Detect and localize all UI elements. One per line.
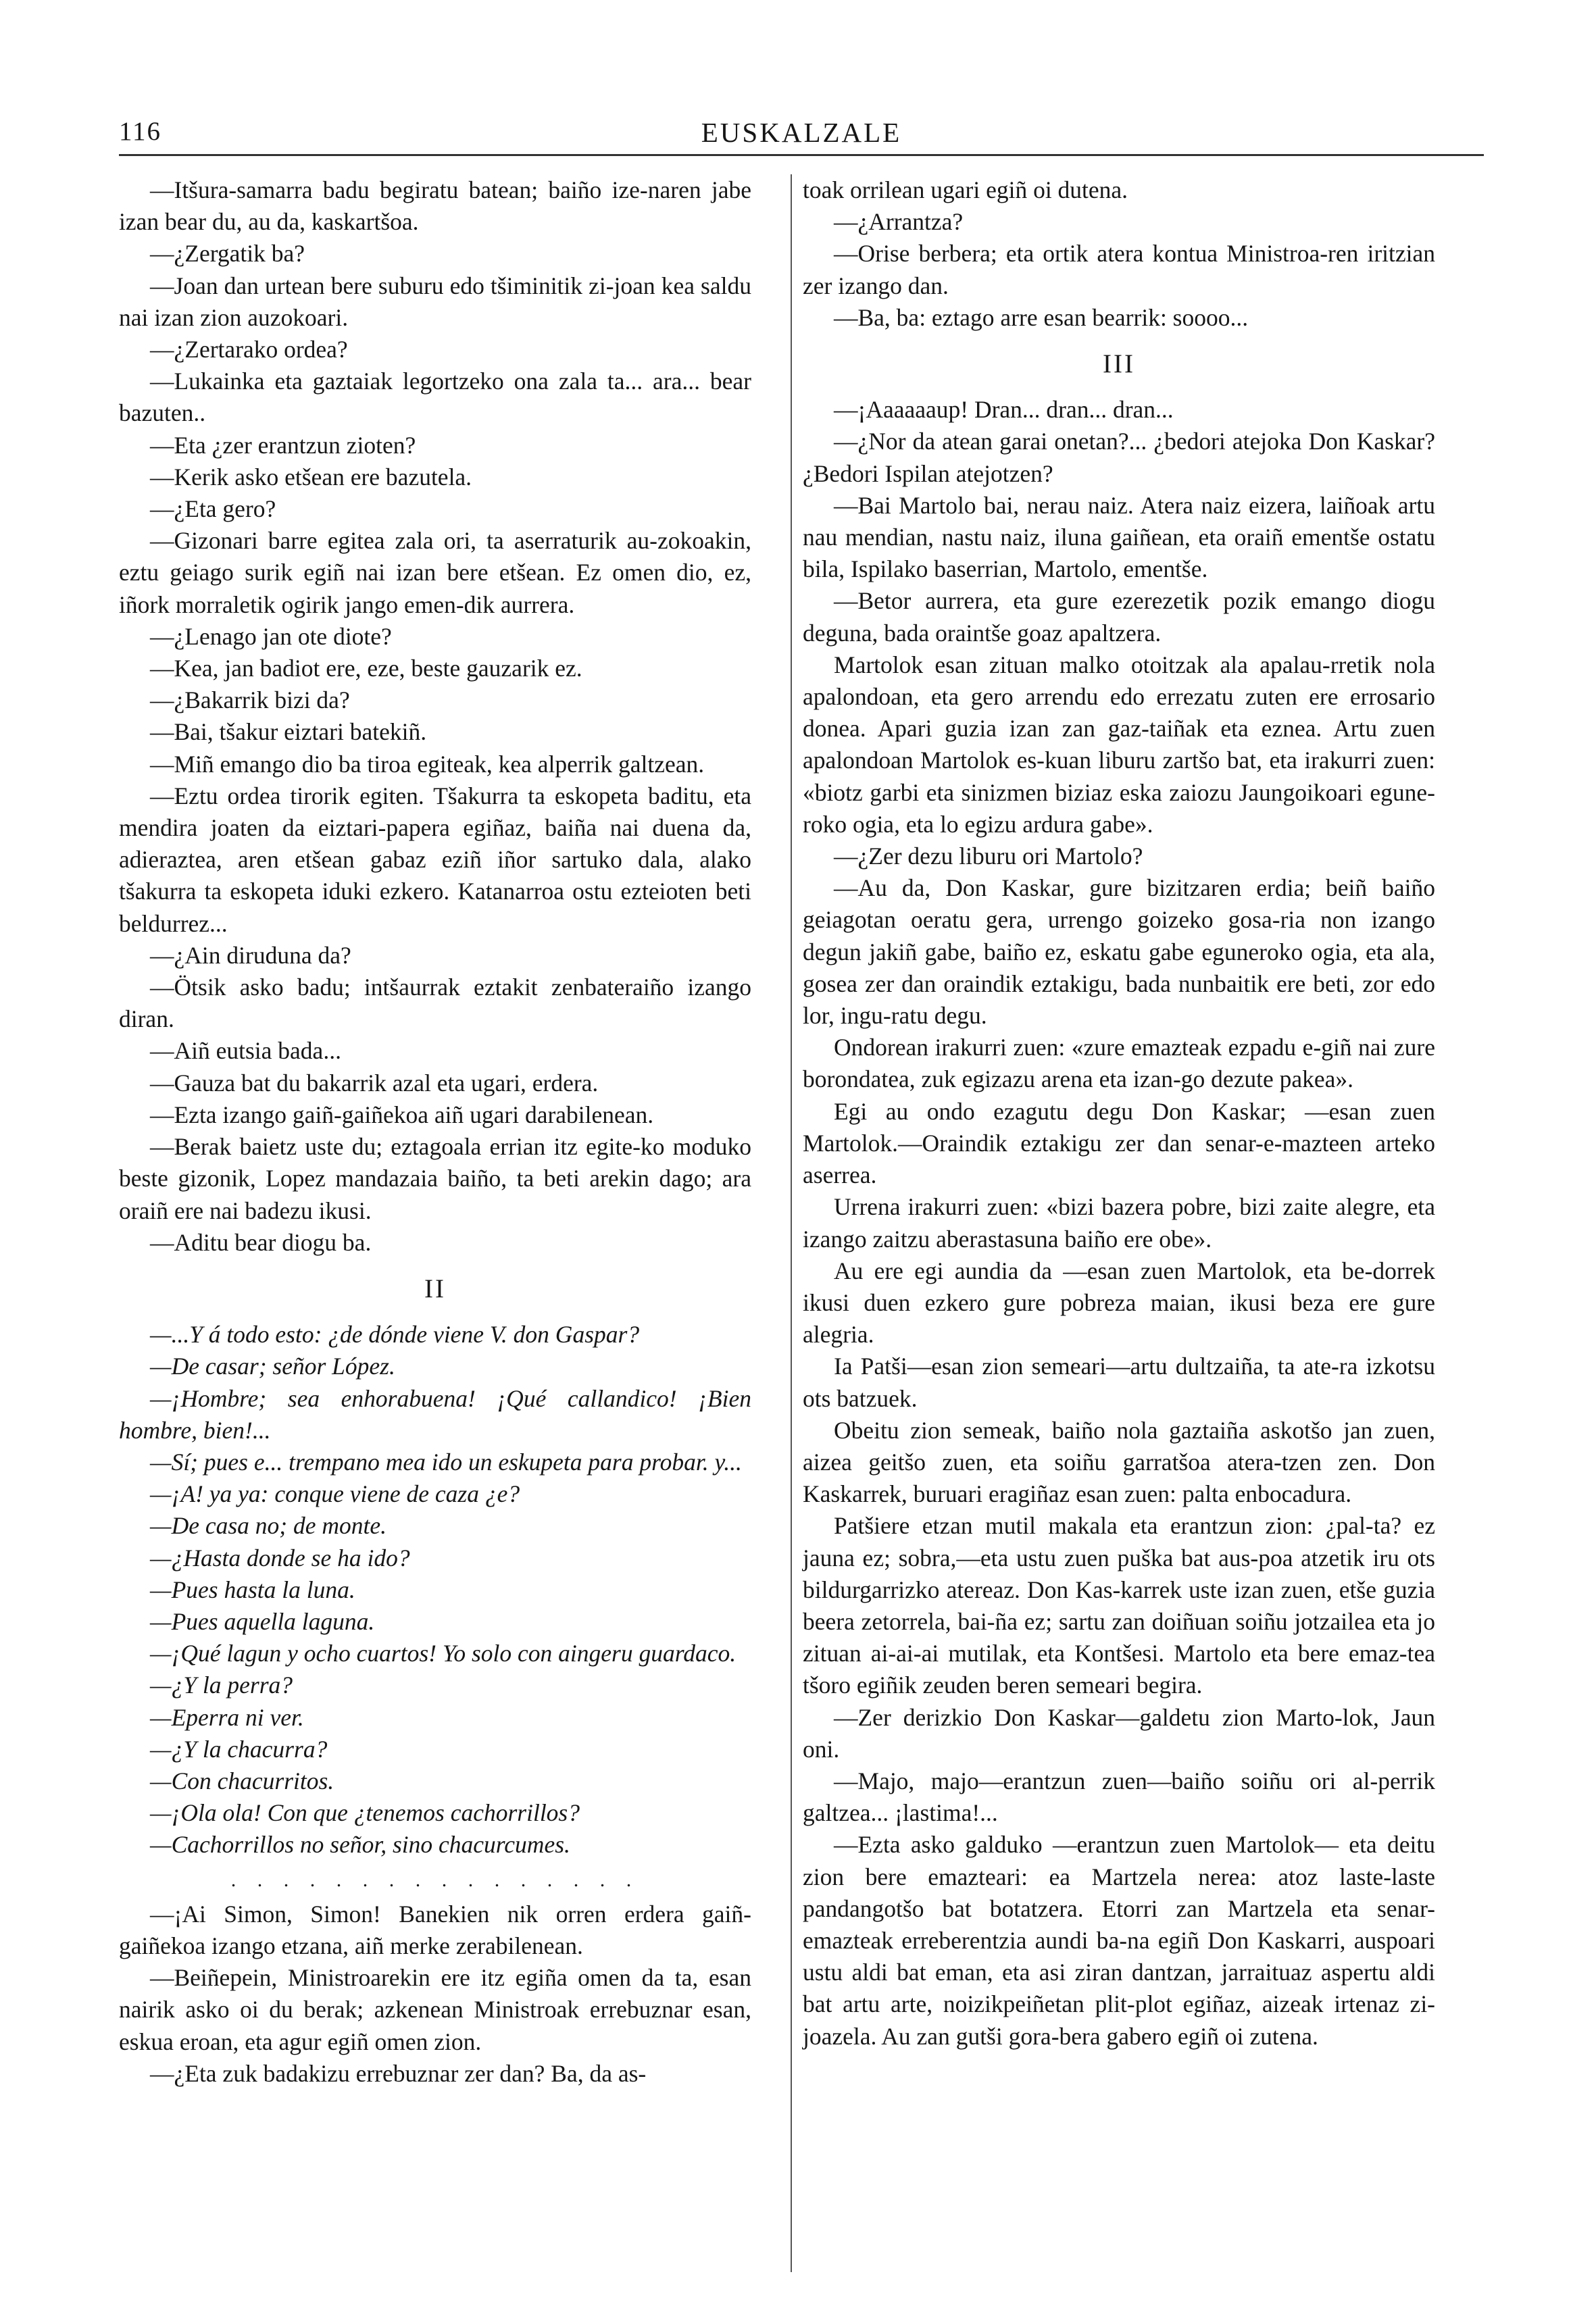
dialogue-paragraph: —Kerik asko etšean ere bazutela.	[150, 463, 472, 491]
spanish-dialogue-line: —¡Hombre; sea enhorabuena! ¡Qué callandico! ¡Bien hombre, bien!...	[119, 1384, 751, 1444]
narrative-paragraph: —Betor aurrera, eta gure ezerezetik pozik emango diogu deguna, bada oraintše goaz apaltzera.	[803, 587, 1435, 647]
narrative-paragraph: Au ere egi aundia da —esan zuen Martolok, eta be-dorrek ikusi duen ezkero gure pobreza maian, ikusi beza ere gure alegria.	[803, 1257, 1435, 1349]
dialogue-paragraph: —Eztu ordea tirorik egiten. Tšakurra ta eskopeta baditu, eta mendira joaten da eiztari-papera egiñaz, baiña nai duena da, adieraztea, aren etšean gabaz eziñ iñor sartuko dala, alako tšakurra ta eskopeta iduki ezkero. Katanarroa ostu ezteioten beti beldurrez...	[119, 782, 751, 937]
dialogue-paragraph: —Gizonari barre egitea zala ori, ta aserraturik au-zokoakin, eztu geiago surik egiñ nai izan bere etšean. Ez omen dio, ez, iñork morraletik ogirik jango emen-dik aurrera.	[119, 527, 751, 618]
spanish-dialogue-line: —¡Qué lagun y ocho cuartos! Yo solo con aingeru guardaco.	[150, 1640, 737, 1667]
narrative-paragraph: —Bai Martolo bai, nerau naiz. Atera naiz eizera, laiñoak artu nau mendian, nastu naiz, iluna gaiñean, eta oraiñ ementše ostatu bila, Ispilako baserrian, Martolo, ementše.	[803, 491, 1435, 583]
narrative-paragraph: —¿Nor da atean garai onetan?... ¿bedori atejoka Don Kaskar? ¿Bedori Ispilan atejotzen?	[803, 428, 1435, 487]
dialogue-paragraph: —Ezta izango gaiñ-gaiñekoa aiñ ugari darabilenean.	[150, 1101, 654, 1128]
spanish-dialogue-line: —De casa no; de monte.	[150, 1512, 386, 1540]
narrative-paragraph: Patšiere etzan mutil makala eta erantzun zion: ¿pal-ta? ez jauna ez; sobra,—eta ustu zuen puška bat aus-poa atzetik iru ots bildurgarrizko atereaz. Don Kas-karrek uste izan zuen, etše guzia beera zetorrela, bai-ña ez; sartu zan doiñuan soiñu jotzailea eta jo zituan ai-ai-ai mutilak, eta Kontšesi. Martolo eta bere emaz-tea tšoro egiñik zeuden beren semeari begira.	[803, 1512, 1435, 1699]
spanish-dialogue-line: —Con chacurritos.	[150, 1767, 334, 1794]
dialogue-paragraph: —Kea, jan badiot ere, eze, beste gauzarik ez.	[150, 655, 582, 682]
spanish-dialogue-line: —¡A! ya ya: conque viene de caza ¿e?	[150, 1480, 520, 1508]
spanish-dialogue-line: —¿Hasta donde se ha ido?	[150, 1544, 410, 1571]
narrative-paragraph: —Majo, majo—erantzun zuen—baiño soiñu ori al-perrik galtzea... ¡lastima!...	[803, 1767, 1435, 1827]
spanish-dialogue-line: —¡Ola ola! Con que ¿tenemos cachorrillos?	[150, 1799, 580, 1827]
narrative-paragraph: —¡Aaaaaaup! Dran... dran... dran...	[834, 396, 1174, 424]
dialogue-paragraph: —¡Ai Simon, Simon! Banekien nik orren erdera gaiñ-gaiñekoa izango etzana, aiñ merke zerabilenean.	[119, 1900, 751, 1959]
narrative-paragraph: Urrena irakurri zuen: «bizi bazera pobre, bizi zaite alegre, eta izango zaitzu aberastasuna baiño ere obe».	[803, 1193, 1435, 1253]
running-head	[119, 116, 1484, 154]
dialogue-paragraph: —Miñ emango dio ba tiroa egiteak, kea alperrik galtzean.	[150, 750, 705, 778]
spanish-dialogue-line: —¿Y la perra?	[150, 1671, 293, 1699]
narrative-paragraph: —Au da, Don Kaskar, gure bizitzaren erdia; beiñ baiño geiagotan oeratu gera, urrengo goizeko gosa-ria non izango degun jakiñ gabe, baiño ez, eskatu gabe eguneroko ogia, eta ala, gosea zer dan oraindik eztakigu, bada nunbaitik ere beti, zor edo lor, ingu-ratu degu.	[803, 874, 1435, 1030]
spanish-dialogue-line: —De casar; señor López.	[150, 1353, 395, 1380]
dialogue-paragraph: —Ba, ba: eztago arre esan bearrik: soooo...	[834, 303, 1249, 331]
section-heading-ii: II	[424, 1274, 446, 1303]
narrative-paragraph: Martolok esan zituan malko otoitzak ala apalau-rretik nola apalondoan, eta gero arrendu edo errezatu zuten ere errosario donea. Apari guzia izan zan gaz-taiñak eta eznea. Artu zuen apalondoan Martolok es-kuan liburu zartšo bat, eta irakurri zuen: «biotz garbi eta sinizmen biziaz eska zaiozu Jaungoikoari egune-roko ogia, eta lo egizu ardura gabe».	[803, 651, 1435, 838]
dialogue-paragraph: —¿Ain diruduna da?	[150, 941, 351, 969]
dialogue-paragraph: —¿Bakarrik bizi da?	[150, 686, 350, 714]
spanish-dialogue-line: —¿Y la chacurra?	[150, 1735, 328, 1763]
dialogue-paragraph: —¿Zergatik ba?	[150, 240, 305, 268]
column-divider	[791, 174, 792, 2272]
dialogue-paragraph: —Ötsik asko badu; intšaurrak eztakit zenbateraiño izango diran.	[119, 974, 751, 1033]
journal-title: EUSKALZALE	[701, 117, 902, 148]
dialogue-paragraph: —Aditu bear diogu ba.	[150, 1228, 372, 1256]
dialogue-paragraph: toak orrilean ugari egiñ oi dutena.	[803, 176, 1128, 203]
dialogue-paragraph: —Gauza bat du bakarrik azal eta ugari, erdera.	[150, 1069, 599, 1097]
narrative-paragraph: Ia Patši—esan zion semeari—artu dultzaiña, ta ate-ra izkotsu ots batzuek.	[803, 1353, 1435, 1412]
dialogue-paragraph: —Aiñ eutsia bada...	[150, 1037, 341, 1065]
dialogue-paragraph: —Bai, tšakur eiztari batekiñ.	[150, 718, 427, 746]
spanish-dialogue-line: —Eperra ni ver.	[150, 1703, 304, 1731]
narrative-paragraph: —Ezta asko galduko —erantzun zuen Martolok— eta deitu zion bere emazteari: ea Martzela nerea: atoz laste-laste pandangotšo bat botatzera. Etorri zan Martzela eta senar-emazteak erreberentzia aundi ba-na egiñ Don Kaskarri, auspoari ustu aldi bat eman, eta asi ziran dantzan, jarraituaz aspertu aldi bat artu arte, noizikpeiñetan plit-plot egiñaz, aizeak irtenaz zi-joazela. Au zan gutši gora-bera gabero egiñ oi zutena.	[803, 1831, 1435, 2050]
narrative-paragraph: —¿Zer dezu liburu ori Martolo?	[834, 842, 1143, 870]
spanish-dialogue-line: —...Y á todo esto: ¿de dónde viene V. don Gaspar?	[150, 1321, 640, 1349]
dialogue-paragraph: —Joan dan urtean bere suburu edo tšiminitik zi-joan kea saldu nai izan zion auzokoari.	[119, 272, 751, 331]
dialogue-paragraph: —Itšura-samarra badu begiratu batean; baiño ize-naren jabe izan bear du, au da, kaskartšoa.	[119, 176, 751, 236]
dialogue-paragraph: —¿Eta zuk badakizu errebuznar zer dan? Ba, da as-	[150, 2059, 647, 2087]
left-column	[119, 174, 751, 2090]
spanish-dialogue-line: —Sí; pues e... trempano mea ido un eskupeta para probar. y...	[150, 1448, 742, 1476]
narrative-paragraph: Ondorean irakurri zuen: «zure emazteak ezpadu e-giñ nai zure borondatea, zuk egizazu arena eta izan-go dezute pakea».	[803, 1034, 1435, 1093]
dialogue-paragraph: —Berak baietz uste du; eztagoala errian itz egite-ko moduko beste gizonik, Lopez mandazaia baiño, ta beti arekin dago; ara oraiñ ere nai badezu ikusi.	[119, 1133, 751, 1224]
dialogue-paragraph: —Beiñepein, Ministroarekin ere itz egiña omen da ta, esan nairik asko oi du berak; azkenean Ministroak errebuznar esan, eskua eroan, eta agur egiñ omen zion.	[119, 1964, 751, 2055]
narrative-paragraph: —Zer derizkio Don Kaskar—galdetu zion Marto-lok, Jaun oni.	[803, 1703, 1435, 1763]
page-number: 116	[119, 117, 162, 146]
right-column	[803, 174, 1435, 2053]
dialogue-paragraph: —¿Eta gero?	[150, 495, 276, 523]
dialogue-paragraph: —¿Arrantza?	[834, 208, 964, 236]
dialogue-paragraph: —Eta ¿zer erantzun zioten?	[150, 431, 416, 459]
spanish-dialogue-line: —Pues hasta la luna.	[150, 1576, 355, 1603]
ellipsis-separator: . . . . . . . . . . . . . . . .	[230, 1868, 640, 1891]
spanish-dialogue-line: —Cachorrillos no señor, sino chacurcumes.	[150, 1831, 570, 1859]
dialogue-paragraph: —¿Lenago jan ote diote?	[150, 622, 392, 650]
dialogue-paragraph: —Orise berbera; eta ortik atera kontua Ministroa-ren iritzian zer izango dan.	[803, 240, 1435, 299]
section-heading-iii: III	[1103, 349, 1135, 379]
dialogue-paragraph: —Lukainka eta gaztaiak legortzeko ona zala ta... ara... bear bazuten..	[119, 368, 751, 427]
narrative-paragraph: Obeitu zion semeak, baiño nola gaztaiña askotšo jan zuen, aizea geitšo zuen, eta soiñu garratšoa atera-tzen zen. Don Kaskarrek, buruari eragiñaz esan zuen: palta enbocadura.	[803, 1416, 1435, 1508]
dialogue-paragraph: —¿Zertarako ordea?	[150, 336, 348, 363]
header-rule	[119, 154, 1484, 156]
spanish-dialogue-line: —Pues aquella laguna.	[150, 1607, 375, 1635]
narrative-paragraph: Egi au ondo ezagutu degu Don Kaskar; —esan zuen Martolok.—Oraindik eztakigu zer dan senar-e-mazteen arteko aserrea.	[803, 1097, 1435, 1189]
